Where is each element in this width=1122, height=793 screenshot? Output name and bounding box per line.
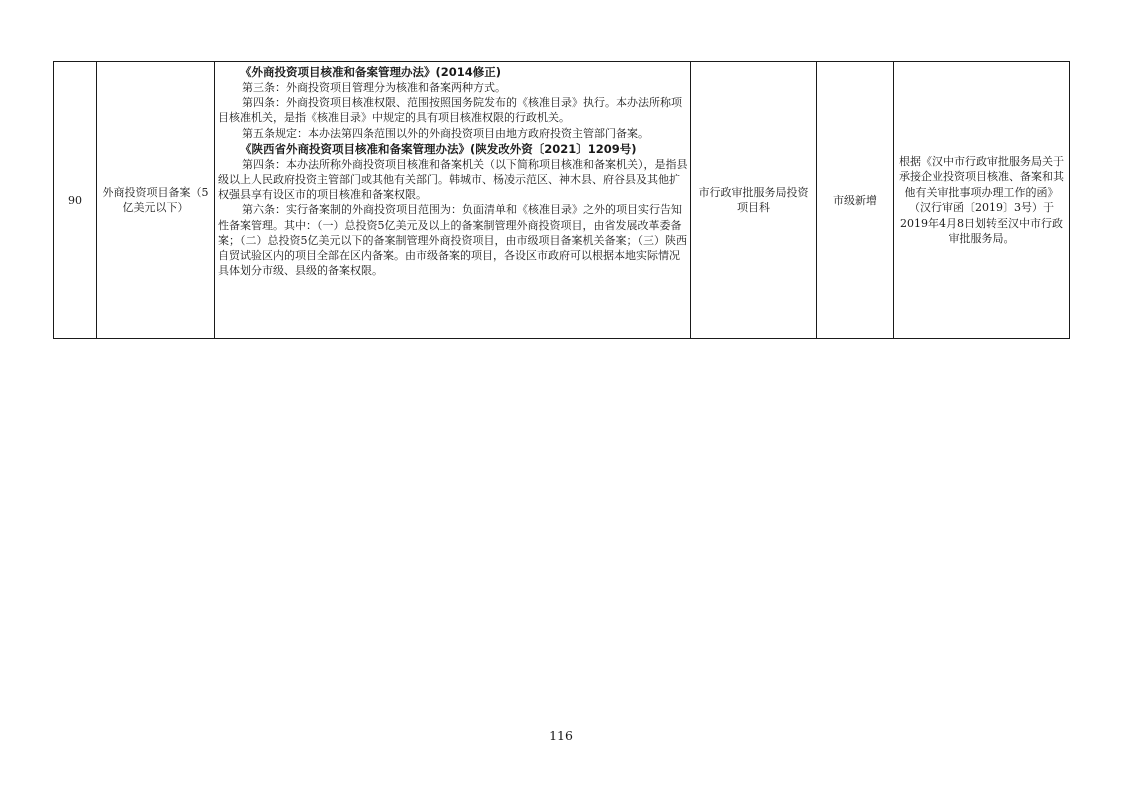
- table-row: [54, 62, 1070, 339]
- law-article: 第五条规定：本办法第四条范围以外的外商投资项目由地方政府投资主管部门备案。: [242, 126, 649, 140]
- law-title: 《外商投资项目核准和备案管理办法》(2014修正): [240, 65, 502, 79]
- law-title: 《陕西省外商投资项目核准和备案管理办法》(陕发改外资〔2021〕1209号): [240, 141, 637, 156]
- responsible-department: 市行政审批服务局投资项目科: [698, 186, 809, 214]
- item-name: 外商投资项目备案（5亿美元以下）: [102, 186, 209, 214]
- page-number: 116: [549, 728, 573, 743]
- department-cell: [691, 62, 817, 339]
- approval-item-table: [53, 61, 1070, 339]
- item-level: 市级新增: [833, 193, 877, 207]
- remark-cell: [894, 62, 1070, 339]
- level-cell: [817, 62, 894, 339]
- legal-basis-cell: [215, 62, 691, 339]
- item-name-cell: [97, 62, 215, 339]
- law-article: 第四条：外商投资项目核准权限、范围按照国务院发布的《核准目录》执行。本办法所称项目核准机关，是指《核准目录》中规定的具有项目核准权限的行政机关。: [218, 96, 682, 125]
- item-number-cell: [54, 62, 97, 339]
- law-article: 第三条：外商投资项目管理分为核准和备案两种方式。: [242, 81, 506, 94]
- law-article: 第四条：本办法所称外商投资项目核准和备案机关（以下简称项目核准和备案机关），是指县级以上人民政府投资主管部门或其他有关部门。韩城市、杨凌示范区、神木县、府谷县及其他扩权强县享有设区市的项目核准和备案权限。: [218, 157, 688, 202]
- remark-text: 根据《汉中市行政审批服务局关于承接企业投资项目核准、备案和其他有关审批事项办理工作的函》（汉行审函〔2019〕3号）于2019年4月8日划转至汉中市行政审批服务局。: [899, 154, 1064, 245]
- item-number: 90: [68, 193, 82, 207]
- law-article: 第六条：实行备案制的外商投资项目范围为：负面清单和《核准目录》之外的项目实行告知性备案管理。其中：（一）总投资5亿美元及以上的备案制管理外商投资项目，由省发展改革委备案；（二）总投资5亿美元以下的备案制管理外商投资项目，由市级项目备案机关备案；（三）陕西自贸试验区内的项目全部在区内备案。由市级备案的项目，各设区市政府可以根据本地实际情况具体划分市级、县级的备案权限。: [218, 203, 687, 278]
